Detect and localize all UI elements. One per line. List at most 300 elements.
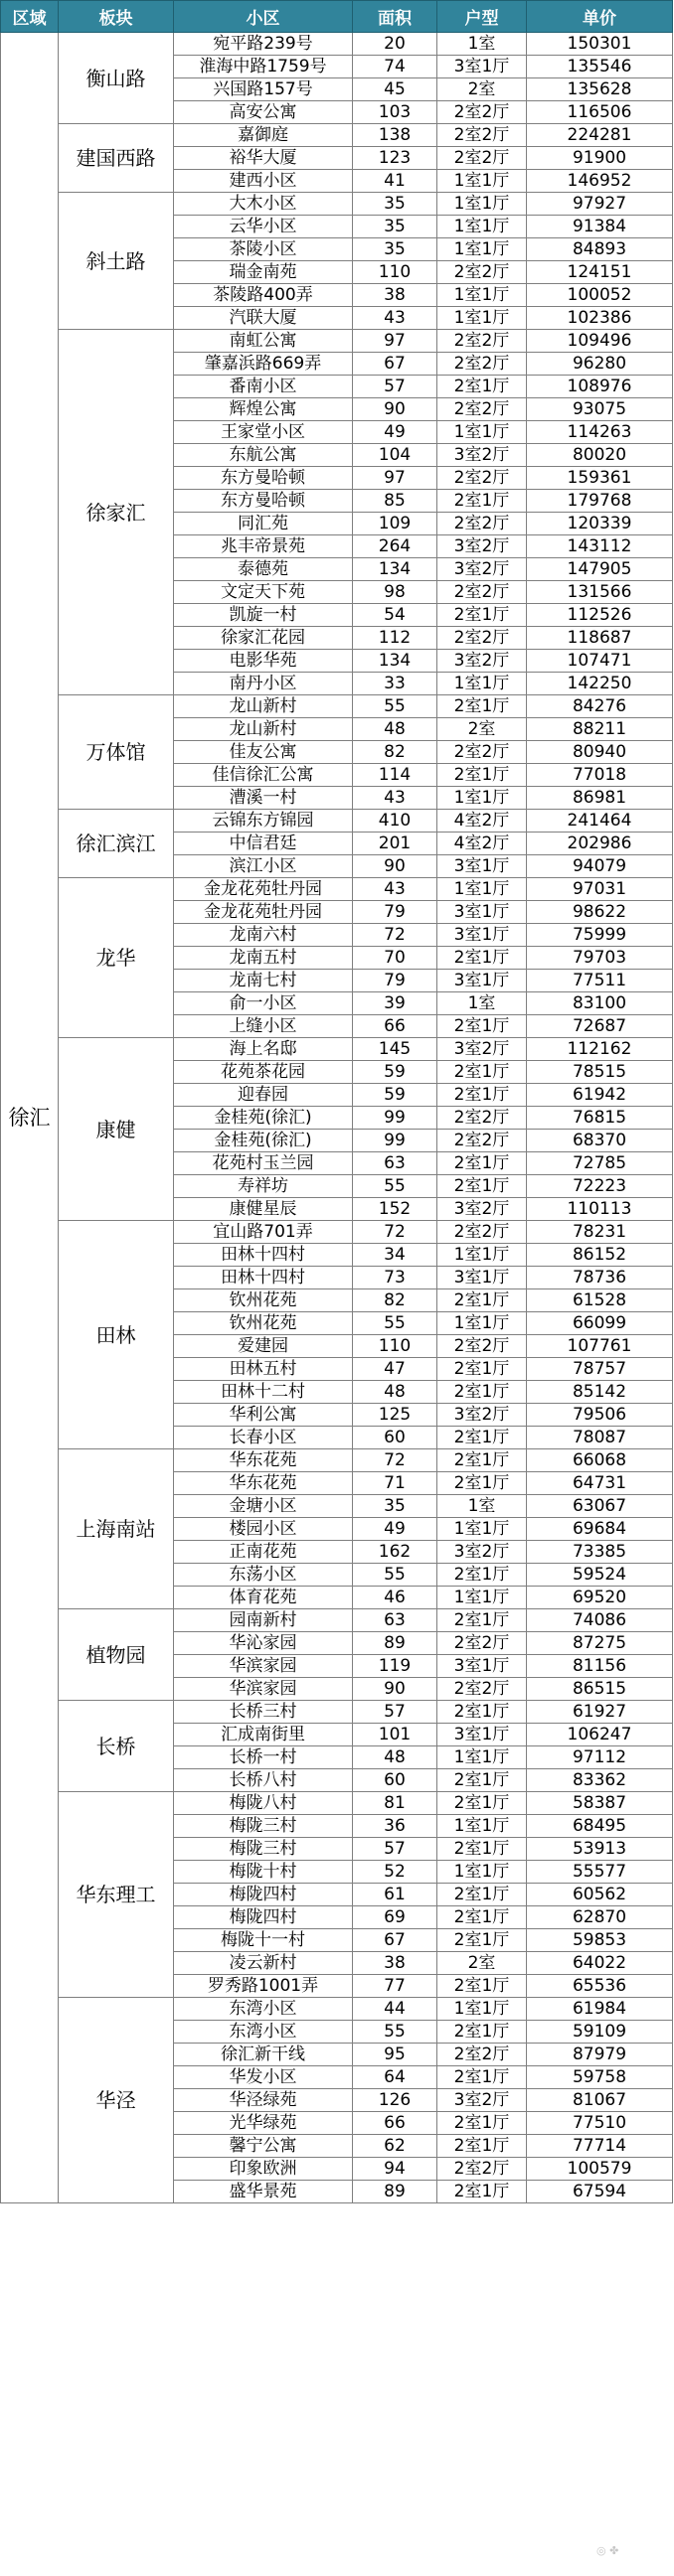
area-cell: 134 xyxy=(353,650,437,673)
area-cell: 264 xyxy=(353,535,437,558)
layout-cell: 2室1厅 xyxy=(437,1152,527,1175)
community-cell: 漕溪一村 xyxy=(174,787,353,810)
area-cell: 72 xyxy=(353,1221,437,1244)
area-cell: 99 xyxy=(353,1107,437,1130)
area-cell: 55 xyxy=(353,1564,437,1587)
area-cell: 36 xyxy=(353,1815,437,1838)
price-cell: 61984 xyxy=(527,1998,673,2021)
price-cell: 241464 xyxy=(527,810,673,833)
table-row xyxy=(1,695,673,718)
price-cell: 83362 xyxy=(527,1769,673,1792)
area-cell: 69 xyxy=(353,1906,437,1929)
layout-cell: 2室1厅 xyxy=(437,2135,527,2158)
area-cell: 60 xyxy=(353,1427,437,1449)
area-cell: 104 xyxy=(353,444,437,467)
community-cell: 泰德苑 xyxy=(174,558,353,581)
price-cell: 120339 xyxy=(527,513,673,535)
layout-cell: 2室2厅 xyxy=(437,101,527,124)
table-row xyxy=(1,1221,673,1244)
area-cell: 73 xyxy=(353,1267,437,1289)
table-row xyxy=(1,1792,673,1815)
community-cell: 楼园小区 xyxy=(174,1518,353,1541)
price-cell: 202986 xyxy=(527,833,673,855)
area-cell: 109 xyxy=(353,513,437,535)
area-cell: 94 xyxy=(353,2158,437,2181)
layout-cell: 3室1厅 xyxy=(437,56,527,78)
price-cell: 86152 xyxy=(527,1244,673,1267)
layout-cell: 1室1厅 xyxy=(437,284,527,307)
layout-cell: 2室1厅 xyxy=(437,1358,527,1381)
price-cell: 80020 xyxy=(527,444,673,467)
price-cell: 91900 xyxy=(527,147,673,170)
price-cell: 107761 xyxy=(527,1335,673,1358)
price-cell: 77511 xyxy=(527,970,673,992)
community-cell: 梅陇十村 xyxy=(174,1861,353,1884)
layout-cell: 2室1厅 xyxy=(437,1975,527,1998)
layout-cell: 2室2厅 xyxy=(437,398,527,421)
area-cell: 43 xyxy=(353,307,437,330)
area-cell: 35 xyxy=(353,1495,437,1518)
price-cell: 108976 xyxy=(527,376,673,398)
table-row xyxy=(1,1038,673,1061)
area-cell: 81 xyxy=(353,1792,437,1815)
price-cell: 179768 xyxy=(527,490,673,513)
layout-cell: 2室1厅 xyxy=(437,1884,527,1906)
layout-cell: 2室2厅 xyxy=(437,1335,527,1358)
price-cell: 135628 xyxy=(527,78,673,101)
community-cell: 汇成南街里 xyxy=(174,1724,353,1746)
area-cell: 123 xyxy=(353,147,437,170)
price-cell: 81067 xyxy=(527,2089,673,2112)
layout-cell: 1室1厅 xyxy=(437,170,527,193)
layout-cell: 4室2厅 xyxy=(437,810,527,833)
block-cell: 建国西路 xyxy=(59,124,174,193)
price-cell: 73385 xyxy=(527,1541,673,1564)
community-cell: 俞一小区 xyxy=(174,992,353,1015)
community-cell: 东航公寓 xyxy=(174,444,353,467)
layout-cell: 2室1厅 xyxy=(437,376,527,398)
block-cell: 康健 xyxy=(59,1038,174,1221)
layout-cell: 2室2厅 xyxy=(437,1107,527,1130)
price-cell: 131566 xyxy=(527,581,673,604)
community-cell: 梅陇十一村 xyxy=(174,1929,353,1952)
area-cell: 138 xyxy=(353,124,437,147)
price-cell: 124151 xyxy=(527,261,673,284)
layout-cell: 2室1厅 xyxy=(437,1381,527,1404)
community-cell: 东方曼哈顿 xyxy=(174,467,353,490)
price-cell: 114263 xyxy=(527,421,673,444)
area-cell: 49 xyxy=(353,421,437,444)
table-row xyxy=(1,1449,673,1472)
layout-cell: 1室1厅 xyxy=(437,1587,527,1609)
layout-cell: 2室1厅 xyxy=(437,2181,527,2203)
area-cell: 49 xyxy=(353,1518,437,1541)
area-cell: 98 xyxy=(353,581,437,604)
area-cell: 90 xyxy=(353,855,437,878)
price-cell: 61528 xyxy=(527,1289,673,1312)
block-cell: 万体馆 xyxy=(59,695,174,810)
community-cell: 兴国路157号 xyxy=(174,78,353,101)
community-cell: 建西小区 xyxy=(174,170,353,193)
area-cell: 72 xyxy=(353,1449,437,1472)
layout-cell: 3室2厅 xyxy=(437,1198,527,1221)
price-cell: 69684 xyxy=(527,1518,673,1541)
price-cell: 97112 xyxy=(527,1746,673,1769)
layout-cell: 2室1厅 xyxy=(437,947,527,970)
price-cell: 98622 xyxy=(527,901,673,924)
table-row xyxy=(1,124,673,147)
community-cell: 华泾绿苑 xyxy=(174,2089,353,2112)
community-cell: 梅陇三村 xyxy=(174,1838,353,1861)
table-row xyxy=(1,1609,673,1632)
price-cell: 159361 xyxy=(527,467,673,490)
area-cell: 34 xyxy=(353,1244,437,1267)
community-cell: 盛华景苑 xyxy=(174,2181,353,2203)
area-cell: 89 xyxy=(353,1632,437,1655)
community-cell: 嘉御庭 xyxy=(174,124,353,147)
community-cell: 长桥八村 xyxy=(174,1769,353,1792)
community-cell: 金桂苑(徐汇) xyxy=(174,1130,353,1152)
price-cell: 77510 xyxy=(527,2112,673,2135)
price-cell: 62870 xyxy=(527,1906,673,1929)
layout-cell: 2室2厅 xyxy=(437,261,527,284)
area-cell: 41 xyxy=(353,170,437,193)
layout-cell: 1室1厅 xyxy=(437,1244,527,1267)
price-cell: 107471 xyxy=(527,650,673,673)
price-cell: 87979 xyxy=(527,2044,673,2066)
price-cell: 102386 xyxy=(527,307,673,330)
header-area: 面积 xyxy=(353,1,437,33)
community-cell: 滨江小区 xyxy=(174,855,353,878)
community-cell: 长桥三村 xyxy=(174,1701,353,1724)
community-cell: 淮海中路1759号 xyxy=(174,56,353,78)
area-cell: 55 xyxy=(353,1312,437,1335)
community-cell: 钦州花苑 xyxy=(174,1312,353,1335)
community-cell: 华发小区 xyxy=(174,2066,353,2089)
area-cell: 33 xyxy=(353,673,437,695)
community-cell: 长春小区 xyxy=(174,1427,353,1449)
price-cell: 64731 xyxy=(527,1472,673,1495)
area-cell: 82 xyxy=(353,1289,437,1312)
header-unit-price: 单价 xyxy=(527,1,673,33)
price-cell: 142250 xyxy=(527,673,673,695)
area-cell: 63 xyxy=(353,1152,437,1175)
layout-cell: 2室 xyxy=(437,1952,527,1975)
table-row xyxy=(1,33,673,56)
community-cell: 东荡小区 xyxy=(174,1564,353,1587)
price-cell: 87275 xyxy=(527,1632,673,1655)
community-cell: 梅陇八村 xyxy=(174,1792,353,1815)
price-cell: 147905 xyxy=(527,558,673,581)
community-cell: 龙南五村 xyxy=(174,947,353,970)
community-cell: 文定天下苑 xyxy=(174,581,353,604)
area-cell: 47 xyxy=(353,1358,437,1381)
community-cell: 田林十四村 xyxy=(174,1267,353,1289)
price-cell: 66099 xyxy=(527,1312,673,1335)
area-cell: 90 xyxy=(353,1678,437,1701)
layout-cell: 3室1厅 xyxy=(437,970,527,992)
community-cell: 裕华大厦 xyxy=(174,147,353,170)
area-cell: 48 xyxy=(353,1746,437,1769)
community-cell: 徐家汇花园 xyxy=(174,627,353,650)
layout-cell: 3室1厅 xyxy=(437,1267,527,1289)
community-cell: 龙山新村 xyxy=(174,718,353,741)
price-cell: 78757 xyxy=(527,1358,673,1381)
price-cell: 83100 xyxy=(527,992,673,1015)
price-cell: 58387 xyxy=(527,1792,673,1815)
layout-cell: 1室1厅 xyxy=(437,787,527,810)
community-cell: 梅陇三村 xyxy=(174,1815,353,1838)
area-cell: 72 xyxy=(353,924,437,947)
layout-cell: 3室2厅 xyxy=(437,1541,527,1564)
area-cell: 112 xyxy=(353,627,437,650)
community-cell: 龙山新村 xyxy=(174,695,353,718)
community-cell: 田林十二村 xyxy=(174,1381,353,1404)
layout-cell: 2室2厅 xyxy=(437,124,527,147)
layout-cell: 2室1厅 xyxy=(437,1175,527,1198)
area-cell: 48 xyxy=(353,1381,437,1404)
layout-cell: 2室2厅 xyxy=(437,353,527,376)
area-cell: 62 xyxy=(353,2135,437,2158)
layout-cell: 2室2厅 xyxy=(437,581,527,604)
area-cell: 55 xyxy=(353,1175,437,1198)
layout-cell: 2室1厅 xyxy=(437,1564,527,1587)
layout-cell: 2室2厅 xyxy=(437,467,527,490)
price-cell: 150301 xyxy=(527,33,673,56)
layout-cell: 3室2厅 xyxy=(437,2089,527,2112)
community-cell: 电影华苑 xyxy=(174,650,353,673)
community-cell: 馨宁公寓 xyxy=(174,2135,353,2158)
area-cell: 125 xyxy=(353,1404,437,1427)
region-cell: 徐汇 xyxy=(1,33,59,2203)
price-cell: 77714 xyxy=(527,2135,673,2158)
area-cell: 60 xyxy=(353,1769,437,1792)
layout-cell: 2室1厅 xyxy=(437,764,527,787)
price-cell: 60562 xyxy=(527,1884,673,1906)
area-cell: 35 xyxy=(353,216,437,238)
community-cell: 海上名邸 xyxy=(174,1038,353,1061)
area-cell: 201 xyxy=(353,833,437,855)
area-cell: 44 xyxy=(353,1998,437,2021)
area-cell: 134 xyxy=(353,558,437,581)
layout-cell: 2室1厅 xyxy=(437,1449,527,1472)
price-cell: 112162 xyxy=(527,1038,673,1061)
layout-cell: 1室 xyxy=(437,992,527,1015)
layout-cell: 2室1厅 xyxy=(437,1015,527,1038)
price-cell: 61942 xyxy=(527,1084,673,1107)
table-row xyxy=(1,193,673,216)
header-block: 板块 xyxy=(59,1,174,33)
community-cell: 印象欧洲 xyxy=(174,2158,353,2181)
watermark-logo: ◎ ✤ xyxy=(596,2544,619,2557)
community-cell: 南虹公寓 xyxy=(174,330,353,353)
community-cell: 兆丰帝景苑 xyxy=(174,535,353,558)
area-cell: 97 xyxy=(353,467,437,490)
community-cell: 迎春园 xyxy=(174,1084,353,1107)
community-cell: 瑞金南苑 xyxy=(174,261,353,284)
price-cell: 61927 xyxy=(527,1701,673,1724)
layout-cell: 3室1厅 xyxy=(437,855,527,878)
price-cell: 146952 xyxy=(527,170,673,193)
header-layout: 户型 xyxy=(437,1,527,33)
layout-cell: 1室1厅 xyxy=(437,307,527,330)
block-cell: 衡山路 xyxy=(59,33,174,124)
price-cell: 78736 xyxy=(527,1267,673,1289)
community-cell: 华东花苑 xyxy=(174,1449,353,1472)
price-cell: 135546 xyxy=(527,56,673,78)
layout-cell: 2室1厅 xyxy=(437,604,527,627)
layout-cell: 2室1厅 xyxy=(437,695,527,718)
price-cell: 86515 xyxy=(527,1678,673,1701)
table-row xyxy=(1,330,673,353)
area-cell: 101 xyxy=(353,1724,437,1746)
layout-cell: 1室 xyxy=(437,1495,527,1518)
price-cell: 59758 xyxy=(527,2066,673,2089)
community-cell: 宜山路701弄 xyxy=(174,1221,353,1244)
block-cell: 上海南站 xyxy=(59,1449,174,1609)
header-community: 小区 xyxy=(174,1,353,33)
layout-cell: 2室2厅 xyxy=(437,2044,527,2066)
layout-cell: 2室1厅 xyxy=(437,1792,527,1815)
layout-cell: 1室 xyxy=(437,33,527,56)
community-cell: 龙南七村 xyxy=(174,970,353,992)
layout-cell: 2室2厅 xyxy=(437,513,527,535)
layout-cell: 1室1厅 xyxy=(437,238,527,261)
area-cell: 38 xyxy=(353,1952,437,1975)
header-region: 区域 xyxy=(1,1,59,33)
price-cell: 78231 xyxy=(527,1221,673,1244)
area-cell: 67 xyxy=(353,1929,437,1952)
price-cell: 106247 xyxy=(527,1724,673,1746)
price-cell: 74086 xyxy=(527,1609,673,1632)
community-cell: 金龙花苑牡丹园 xyxy=(174,878,353,901)
price-cell: 224281 xyxy=(527,124,673,147)
community-cell: 南丹小区 xyxy=(174,673,353,695)
area-cell: 410 xyxy=(353,810,437,833)
community-cell: 金桂苑(徐汇) xyxy=(174,1107,353,1130)
price-cell: 116506 xyxy=(527,101,673,124)
table-body xyxy=(1,33,673,2203)
area-cell: 74 xyxy=(353,56,437,78)
layout-cell: 3室2厅 xyxy=(437,444,527,467)
community-cell: 茶陵路400弄 xyxy=(174,284,353,307)
layout-cell: 2室1厅 xyxy=(437,1289,527,1312)
price-cell: 109496 xyxy=(527,330,673,353)
price-cell: 63067 xyxy=(527,1495,673,1518)
area-cell: 52 xyxy=(353,1861,437,1884)
community-cell: 上缝小区 xyxy=(174,1015,353,1038)
area-cell: 55 xyxy=(353,695,437,718)
price-cell: 93075 xyxy=(527,398,673,421)
area-cell: 57 xyxy=(353,376,437,398)
area-cell: 82 xyxy=(353,741,437,764)
price-cell: 77018 xyxy=(527,764,673,787)
area-cell: 61 xyxy=(353,1884,437,1906)
area-cell: 57 xyxy=(353,1838,437,1861)
community-cell: 钦州花苑 xyxy=(174,1289,353,1312)
community-cell: 梅陇四村 xyxy=(174,1906,353,1929)
community-cell: 茶陵小区 xyxy=(174,238,353,261)
layout-cell: 2室2厅 xyxy=(437,1221,527,1244)
block-cell: 徐汇滨江 xyxy=(59,810,174,878)
block-cell: 徐家汇 xyxy=(59,330,174,695)
layout-cell: 3室2厅 xyxy=(437,650,527,673)
table-row xyxy=(1,878,673,901)
price-cell: 86981 xyxy=(527,787,673,810)
price-cell: 79506 xyxy=(527,1404,673,1427)
area-cell: 66 xyxy=(353,2112,437,2135)
area-cell: 95 xyxy=(353,2044,437,2066)
price-cell: 53913 xyxy=(527,1838,673,1861)
area-cell: 99 xyxy=(353,1130,437,1152)
layout-cell: 1室1厅 xyxy=(437,216,527,238)
community-cell: 华沁家园 xyxy=(174,1632,353,1655)
price-cell: 72223 xyxy=(527,1175,673,1198)
community-cell: 汽联大厦 xyxy=(174,307,353,330)
layout-cell: 2室1厅 xyxy=(437,1769,527,1792)
community-cell: 凌云新村 xyxy=(174,1952,353,1975)
layout-cell: 2室1厅 xyxy=(437,1472,527,1495)
layout-cell: 1室1厅 xyxy=(437,421,527,444)
community-cell: 华滨家园 xyxy=(174,1655,353,1678)
area-cell: 79 xyxy=(353,970,437,992)
area-cell: 43 xyxy=(353,787,437,810)
community-cell: 东方曼哈顿 xyxy=(174,490,353,513)
area-cell: 64 xyxy=(353,2066,437,2089)
area-cell: 119 xyxy=(353,1655,437,1678)
layout-cell: 2室2厅 xyxy=(437,741,527,764)
layout-cell: 1室1厅 xyxy=(437,1312,527,1335)
community-cell: 光华绿苑 xyxy=(174,2112,353,2135)
area-cell: 63 xyxy=(353,1609,437,1632)
area-cell: 145 xyxy=(353,1038,437,1061)
price-cell: 67594 xyxy=(527,2181,673,2203)
price-cell: 97031 xyxy=(527,878,673,901)
layout-cell: 2室1厅 xyxy=(437,1427,527,1449)
community-cell: 中信君廷 xyxy=(174,833,353,855)
block-cell: 田林 xyxy=(59,1221,174,1449)
area-cell: 38 xyxy=(353,284,437,307)
layout-cell: 2室 xyxy=(437,718,527,741)
layout-cell: 2室1厅 xyxy=(437,1061,527,1084)
price-cell: 112526 xyxy=(527,604,673,627)
community-cell: 徐汇新干线 xyxy=(174,2044,353,2066)
community-cell: 凯旋一村 xyxy=(174,604,353,627)
block-cell: 华东理工 xyxy=(59,1792,174,1998)
community-cell: 梅陇四村 xyxy=(174,1884,353,1906)
layout-cell: 3室2厅 xyxy=(437,1404,527,1427)
community-cell: 花苑茶花园 xyxy=(174,1061,353,1084)
community-cell: 康健星辰 xyxy=(174,1198,353,1221)
price-cell: 59524 xyxy=(527,1564,673,1587)
price-cell: 118687 xyxy=(527,627,673,650)
layout-cell: 3室1厅 xyxy=(437,1655,527,1678)
community-cell: 园南新村 xyxy=(174,1609,353,1632)
community-cell: 辉煌公寓 xyxy=(174,398,353,421)
layout-cell: 2室1厅 xyxy=(437,1906,527,1929)
area-cell: 59 xyxy=(353,1084,437,1107)
community-cell: 长桥一村 xyxy=(174,1746,353,1769)
layout-cell: 2室1厅 xyxy=(437,2112,527,2135)
area-cell: 97 xyxy=(353,330,437,353)
community-cell: 体育花苑 xyxy=(174,1587,353,1609)
community-cell: 王家堂小区 xyxy=(174,421,353,444)
price-cell: 78515 xyxy=(527,1061,673,1084)
block-cell: 龙华 xyxy=(59,878,174,1038)
layout-cell: 3室1厅 xyxy=(437,924,527,947)
price-cell: 69520 xyxy=(527,1587,673,1609)
price-cell: 96280 xyxy=(527,353,673,376)
